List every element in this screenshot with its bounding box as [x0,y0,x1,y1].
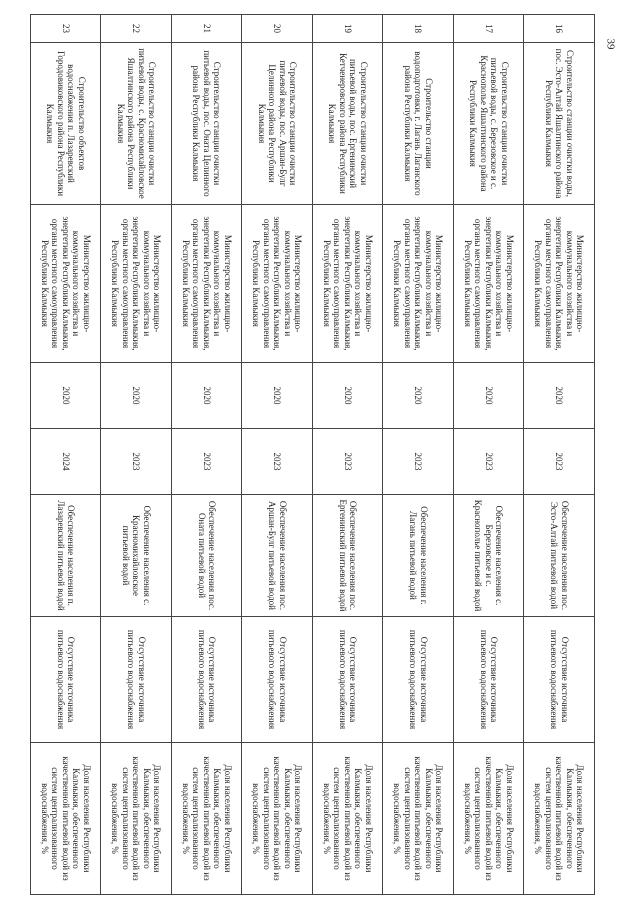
document-table-area [30,14,595,894]
cell-end: 2023 [242,429,313,495]
table-row [242,15,313,895]
cell-risk: Отсутствие источника питьевого водоснабжения [313,617,384,743]
cell-end: 2023 [383,429,454,495]
table-row [101,15,172,895]
cell-end: 2023 [313,429,384,495]
cell-risk: Отсутствие источника питьевого водоснабжения [31,617,102,743]
cell-start: 2020 [101,363,172,429]
cell-start: 2020 [172,363,243,429]
table-row [454,15,525,895]
cell-start: 2020 [454,363,525,429]
cell-name: Строительство станции очистки питьевой воды, пос. Аршан-Булг Целинного района Республики Калмыкия [242,43,313,205]
cell-result: Обеспечение населения пос. Эсто-Алтай питьевой водой [524,495,595,617]
cell-end: 2023 [454,429,525,495]
cell-num: 16 [524,15,595,43]
cell-executor: Министерство жилищно-коммунального хозяйства и энергетики Республики Калмыкия, органы местного самоуправления Республики Калмыкия [524,205,595,363]
cell-executor: Министерство жилищно-коммунального хозяйства и энергетики Республики Калмыкия, органы местного самоуправления Республики Калмыкия [172,205,243,363]
cell-name: Строительство объектов водоснабжения п. Лазаревский Городовиковского района Республики Калмыкия [31,43,102,205]
cell-risk: Отсутствие источника питьевого водоснабжения [524,617,595,743]
cell-indicator: Доля населения Республики Калмыкия, обеспеченного качественной питьевой водой из систем централизованного водоснабжения, % [172,743,243,895]
table-body [31,15,595,895]
table-row [172,15,243,895]
cell-indicator: Доля населения Республики Калмыкия, обеспеченного качественной питьевой водой из систем централизованного водоснабжения, % [242,743,313,895]
cell-end: 2023 [101,429,172,495]
cell-num: 23 [31,15,102,43]
cell-risk: Отсутствие источника питьевого водоснабжения [172,617,243,743]
cell-num: 22 [101,15,172,43]
cell-indicator: Доля населения Республики Калмыкия, обеспеченного качественной питьевой водой из систем централизованного водоснабжения, % [454,743,525,895]
cell-name: Строительство станции водоподготовки, г. Лагань Лаганского района Республики Калмыкия [383,43,454,205]
cell-indicator: Доля населения Республики Калмыкия, обеспеченного качественной питьевой водой из систем централизованного водоснабжения, % [383,743,454,895]
cell-num: 18 [383,15,454,43]
cell-end: 2023 [524,429,595,495]
cell-indicator: Доля населения Республики Калмыкия, обеспеченного качественной питьевой водой из систем централизованного водоснабжения, % [31,743,102,895]
cell-end: 2023 [172,429,243,495]
cell-start: 2020 [313,363,384,429]
cell-result: Обеспечение населения с. Красномихайловское питьевой водой [101,495,172,617]
cell-result: Обеспечение населения п. Лазаревский питьевой водой [31,495,102,617]
cell-executor: Министерство жилищно-коммунального хозяйства и энергетики Республики Калмыкия, органы местного самоуправления Республики Калмыкия [101,205,172,363]
cell-num: 21 [172,15,243,43]
cell-indicator: Доля населения Республики Калмыкия, обеспеченного качественной питьевой водой из систем централизованного водоснабжения, % [524,743,595,895]
cell-name: Строительство станции очистки питьевой воды, пос. Оната Целинного района Республики Калмыкия [172,43,243,205]
cell-start: 2020 [242,363,313,429]
cell-indicator: Доля населения Республики Калмыкия, обеспеченного качественной питьевой водой из систем централизованного водоснабжения, % [101,743,172,895]
cell-num: 20 [242,15,313,43]
cell-indicator: Доля населения Республики Калмыкия, обеспеченного качественной питьевой водой из систем централизованного водоснабжения, % [313,743,384,895]
table-row [383,15,454,895]
cell-result: Обеспечение населения г. Лагань питьевой водой [383,495,454,617]
cell-risk: Отсутствие источника питьевого водоснабжения [383,617,454,743]
page-number: 39 [604,38,617,50]
cell-start: 2020 [383,363,454,429]
cell-result: Обеспечение населения пос. Оната питьевой водой [172,495,243,617]
program-activities-table [30,14,595,895]
table-row [524,15,595,895]
cell-executor: Министерство жилищно-коммунального хозяйства и энергетики Республики Калмыкия, органы местного самоуправления Республики Калмыкия [242,205,313,363]
cell-end: 2024 [31,429,102,495]
cell-result: Обеспечение населения пос. Ергенинский питьевой водой [313,495,384,617]
cell-num: 19 [313,15,384,43]
cell-name: Строительство станции очистки питьевой воды, пос. Ергенинский Кетченеровского района Республики Калмыкия [313,43,384,205]
cell-executor: Министерство жилищно-коммунального хозяйства и энергетики Республики Калмыкия, органы местного самоуправления Республики Калмыкия [383,205,454,363]
cell-result: Обеспечение населения с. Березовское и с. Краснополье питьевой водой [454,495,525,617]
cell-executor: Министерство жилищно-коммунального хозяйства и энергетики Республики Калмыкия, органы местного самоуправления Республики Калмыкия [454,205,525,363]
cell-name: Строительство станции очистки питьевой воды, с. Березовское и с. Краснополье Яшалтинского района Республики Калмыкия [454,43,525,205]
cell-start: 2020 [524,363,595,429]
cell-risk: Отсутствие источника питьевого водоснабжения [242,617,313,743]
table-row [31,15,102,895]
cell-risk: Отсутствие источника питьевого водоснабжения [101,617,172,743]
cell-num: 17 [454,15,525,43]
cell-result: Обеспечение населения пос. Аршан-Булг питьевой водой [242,495,313,617]
cell-start: 2020 [31,363,102,429]
cell-executor: Министерство жилищно-коммунального хозяйства и энергетики Республики Калмыкия, органы местного самоуправления Республики Калмыкия [31,205,102,363]
cell-name: Строительство станции очистки питьевой воды, с. Красномихайловское Яшалтинского района Республики Калмыкия [101,43,172,205]
table-row [313,15,384,895]
cell-executor: Министерство жилищно-коммунального хозяйства и энергетики Республики Калмыкия, органы местного самоуправления Республики Калмыкия [313,205,384,363]
cell-risk: Отсутствие источника питьевого водоснабжения [454,617,525,743]
cell-name: Строительство станции очистки воды, пос. Эсто-Алтай Яшалтинского района Республики Калмыкия [524,43,595,205]
